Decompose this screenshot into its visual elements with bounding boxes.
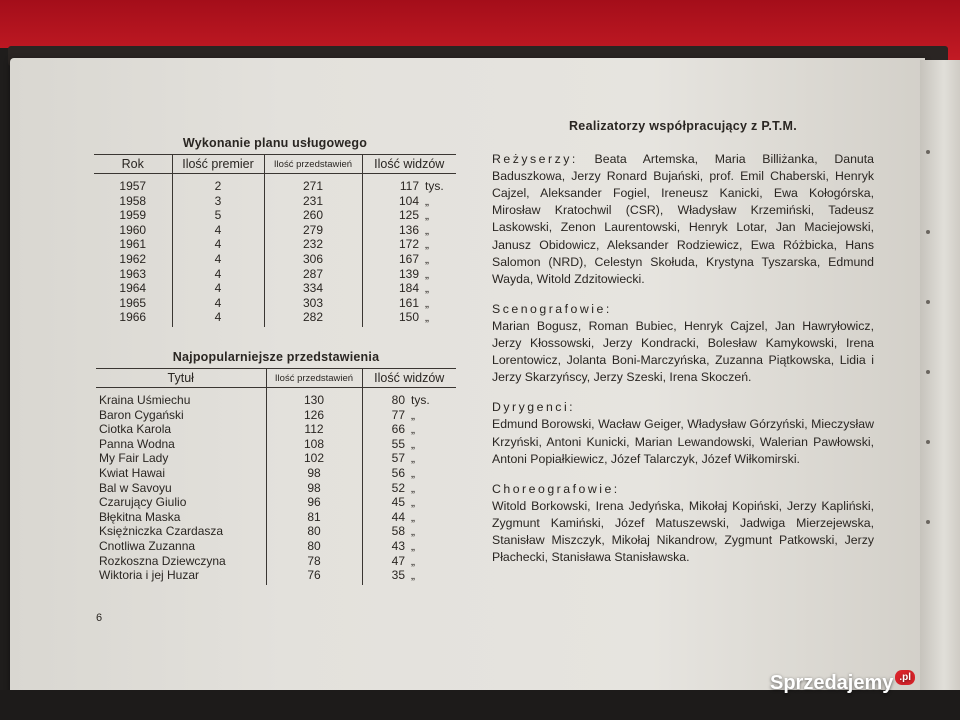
popular-header-title: Tytuł	[96, 369, 266, 388]
plan-table-cell: 1957	[119, 179, 147, 193]
section-set-designers	[492, 301, 874, 386]
popular-table-cell: Kwiat Hawai	[99, 465, 166, 480]
section-label: Dyrygenci:	[492, 400, 576, 415]
section-text: Witold Borkowski, Irena Jedyńska, Mikołaj Kopiński, Jerzy Kapliński, Zygmunt Kamiński, Józef Matuszewski, Jadwiga Mierzejewska, Stanisław Miszczyk, Mikołaj Nikandrow, Zygmunt Patkowski, Jerzy Płachecki, Stanisława Stanisławska.	[492, 498, 874, 565]
popular-table-cell: „	[411, 436, 415, 451]
plan-table	[94, 154, 456, 327]
popular-table-cell: 58	[362, 524, 408, 539]
section-text: Beata Artemska, Maria Billiżanka, Danuta Baduszkowa, Jerzy Ronard Bujański, prof. Emil Chaberski, Henryk Cajzel, Aleksander Fogiel, Ireneusz Kanicki, Ewa Kołogórska, Mirosław Kratochwil (CSR), Władysław Krzemiński, Tadeusz Laskowski, Zenon Laurentowski, Henryk Lotar, Jan Maciejowski, Janusz Obidowicz, Aleksander Rodziewicz, Ewa Różbicka, Hans Salomon (NRD), Celestyn Skołuda, Krystyna Tyszarska, Edmund Wayda, Witold Zdzitowiecki.	[492, 152, 875, 286]
popular-table-cell: 80	[266, 524, 362, 539]
popular-table-cell: tys.	[411, 393, 430, 407]
popular-table-row	[96, 466, 456, 481]
popular-table-cell: 55	[362, 437, 408, 452]
popular-table-cell: 35	[362, 568, 408, 585]
plan-table-cell: 231	[264, 194, 362, 209]
popular-table-cell: 76	[266, 568, 362, 585]
plan-table-row	[94, 252, 456, 267]
plan-table-cell: 271	[264, 174, 362, 194]
plan-table-cell: 2	[172, 174, 264, 194]
plan-table-cell: 1961	[119, 237, 147, 252]
plan-table-cell: 104	[362, 194, 422, 209]
plan-table-row	[94, 281, 456, 296]
plan-table-row	[94, 237, 456, 252]
plan-table-cell: „	[425, 237, 429, 252]
popular-table-cell: „	[411, 524, 415, 539]
popular-table	[96, 368, 456, 585]
plan-table-block	[94, 136, 456, 327]
popular-table-cell: Cnotliwa Zuzanna	[99, 538, 196, 553]
popular-table-cell: 43	[362, 539, 408, 554]
popular-table-cell: „	[411, 495, 415, 510]
plan-table-cell: „	[425, 281, 429, 296]
popular-table-cell: 45	[362, 495, 408, 510]
popular-table-block	[96, 350, 456, 585]
plan-table-cell: 4	[172, 237, 264, 252]
plan-table-cell: 1960	[119, 222, 147, 237]
popular-table-cell: 102	[266, 451, 362, 466]
plan-table-cell: „	[425, 310, 429, 325]
plan-table-cell: 4	[172, 223, 264, 238]
popular-table-cell: 52	[362, 481, 408, 496]
popular-table-cell: „	[411, 451, 415, 466]
popular-table-cell: 98	[266, 466, 362, 481]
plan-table-row	[94, 296, 456, 311]
plan-header-performances: Ilość przedstawień	[264, 155, 362, 174]
plan-table-cell: 1964	[119, 281, 147, 296]
plan-header-year: Rok	[94, 155, 172, 174]
popular-table-cell: „	[411, 480, 415, 495]
watermark-text: Sprzedajemy	[770, 672, 894, 694]
popular-table-cell: Rozkoszna Dziewczyna	[99, 553, 226, 568]
popular-table-row	[96, 568, 456, 585]
popular-table-cell: Baron Cygański	[99, 407, 184, 422]
popular-table-cell: „	[411, 407, 415, 422]
popular-table-cell: My Fair Lady	[99, 451, 169, 466]
plan-table-cell: 4	[172, 281, 264, 296]
plan-table-cell: 4	[172, 296, 264, 311]
section-label: Scenografowie:	[492, 301, 612, 316]
popular-table-cell: 44	[362, 510, 408, 525]
popular-table-row	[96, 554, 456, 569]
section-text: Marian Bogusz, Roman Bubiec, Henryk Cajzel, Jan Hawryłowicz, Jerzy Kłossowski, Jerzy Kondracki, Bolesław Kamykowski, Irena Lorentowicz, Jolanta Boni-Marczyńska, Zuzanna Piątkowska, Lidia i Jerzy Skarzyńscy, Jerzy Szeski, Irena Skoczeń.	[492, 318, 874, 385]
popular-table-cell: „	[411, 465, 415, 480]
plan-table-row	[94, 267, 456, 282]
plan-table-cell: 260	[264, 208, 362, 223]
popular-table-cell: 56	[362, 466, 408, 481]
popular-table-row	[96, 422, 456, 437]
popular-table-cell: 80	[266, 539, 362, 554]
popular-table-cell: „	[411, 538, 415, 553]
plan-table-cell: 303	[264, 296, 362, 311]
plan-table-cell: „	[425, 251, 429, 266]
plan-table-cell: 150	[362, 310, 422, 327]
plan-table-cell: 4	[172, 310, 264, 327]
plan-table-cell: tys.	[425, 179, 444, 193]
popular-table-row	[96, 524, 456, 539]
plan-table-cell: 334	[264, 281, 362, 296]
section-label: Choreografowie:	[492, 481, 620, 496]
popular-table-row	[96, 451, 456, 466]
popular-table-cell: Błękitna Maska	[99, 509, 181, 524]
popular-table-cell: Bal w Savoyu	[99, 480, 172, 495]
popular-table-cell: Księżniczka Czardasza	[99, 524, 224, 539]
popular-table-cell: 98	[266, 481, 362, 496]
plan-table-cell: 1959	[119, 208, 147, 223]
plan-table-cell: 172	[362, 237, 422, 252]
popular-table-cell: 96	[266, 495, 362, 510]
section-directors	[492, 151, 874, 288]
plan-table-cell: 136	[362, 223, 422, 238]
plan-table-row	[94, 310, 456, 327]
section-choreographers	[492, 481, 874, 566]
popular-header-audience: Ilość widzów	[362, 369, 456, 388]
plan-table-cell: „	[425, 295, 429, 310]
popular-table-title: Najpopularniejsze przedstawienia	[172, 350, 380, 364]
plan-header-premieres: Ilość premier	[172, 155, 264, 174]
watermark-suffix: .pl	[895, 670, 915, 685]
popular-table-cell: 81	[266, 510, 362, 525]
plan-table-cell: „	[425, 193, 429, 208]
popular-table-cell: Czarujący Giulio	[99, 495, 187, 510]
popular-table-cell: „	[411, 568, 415, 583]
popular-table-row	[96, 437, 456, 452]
popular-table-row	[96, 495, 456, 510]
plan-table-row	[94, 194, 456, 209]
plan-table-row	[94, 174, 456, 194]
section-conductors	[492, 399, 874, 467]
plan-table-cell: „	[425, 208, 429, 223]
popular-table-cell: Ciotka Karola	[99, 422, 172, 437]
plan-table-cell: 3	[172, 194, 264, 209]
popular-table-cell: 78	[266, 554, 362, 569]
plan-table-cell: 282	[264, 310, 362, 327]
popular-table-cell: „	[411, 422, 415, 437]
page-number: 6	[96, 612, 103, 624]
section-text: Edmund Borowski, Wacław Geiger, Władysław Górzyński, Mieczysław Krzyński, Antoni Kunicki, Marian Lewandowski, Walerian Pawłowski, Antoni Popiałkiewicz, Józef Talarczyk, Józef Wiłkomirski.	[492, 417, 874, 466]
facing-page-edge	[920, 60, 960, 700]
plan-table-cell: 287	[264, 267, 362, 282]
plan-table-cell: 1965	[119, 295, 147, 310]
plan-table-cell: 139	[362, 267, 422, 282]
watermark-logo	[770, 672, 915, 695]
popular-table-cell: Panna Wodna	[99, 436, 175, 451]
plan-table-cell: 125	[362, 208, 422, 223]
plan-table-cell: 4	[172, 252, 264, 267]
plan-table-cell: 4	[172, 267, 264, 282]
popular-table-cell: 47	[362, 554, 408, 569]
plan-header-audience: Ilość widzów	[362, 155, 456, 174]
popular-table-cell: 130	[266, 388, 362, 408]
popular-table-row	[96, 539, 456, 554]
plan-table-cell: 184	[362, 281, 422, 296]
plan-table-row	[94, 208, 456, 223]
popular-table-cell: 126	[266, 408, 362, 423]
section-label: Reżyserzy:	[492, 152, 578, 167]
realizers-title: Realizatorzy współpracujący z P.T.M.	[568, 119, 797, 133]
plan-table-row	[94, 223, 456, 238]
popular-table-row	[96, 408, 456, 423]
plan-table-cell: 1966	[119, 310, 147, 325]
popular-table-cell: 108	[266, 437, 362, 452]
popular-table-cell: 80	[362, 388, 408, 408]
plan-table-cell: „	[425, 222, 429, 237]
popular-table-cell: „	[411, 509, 415, 524]
popular-table-cell: 57	[362, 451, 408, 466]
plan-table-cell: 1963	[119, 266, 147, 281]
popular-table-cell: Wiktoria i jej Huzar	[99, 568, 200, 583]
plan-table-cell: 232	[264, 237, 362, 252]
plan-table-cell: 279	[264, 223, 362, 238]
popular-table-cell: 66	[362, 422, 408, 437]
plan-table-cell: 1958	[119, 193, 147, 208]
popular-table-row	[96, 481, 456, 496]
plan-table-title: Wykonanie planu usługowego	[182, 136, 368, 150]
plan-table-cell: „	[425, 266, 429, 281]
plan-table-cell: 306	[264, 252, 362, 267]
plan-table-cell: 167	[362, 252, 422, 267]
popular-table-cell: 112	[266, 422, 362, 437]
plan-table-cell: 161	[362, 296, 422, 311]
realizers-column	[492, 118, 874, 579]
plan-table-cell: 1962	[119, 251, 147, 266]
popular-table-cell: „	[411, 553, 415, 568]
plan-table-cell: 117	[362, 174, 422, 194]
plan-table-cell: 5	[172, 208, 264, 223]
popular-table-cell: Kraina Uśmiechu	[99, 393, 191, 407]
popular-table-cell: 77	[362, 408, 408, 423]
popular-header-performances: Ilość przedstawień	[266, 369, 362, 388]
popular-table-row	[96, 510, 456, 525]
popular-table-row	[96, 388, 456, 408]
